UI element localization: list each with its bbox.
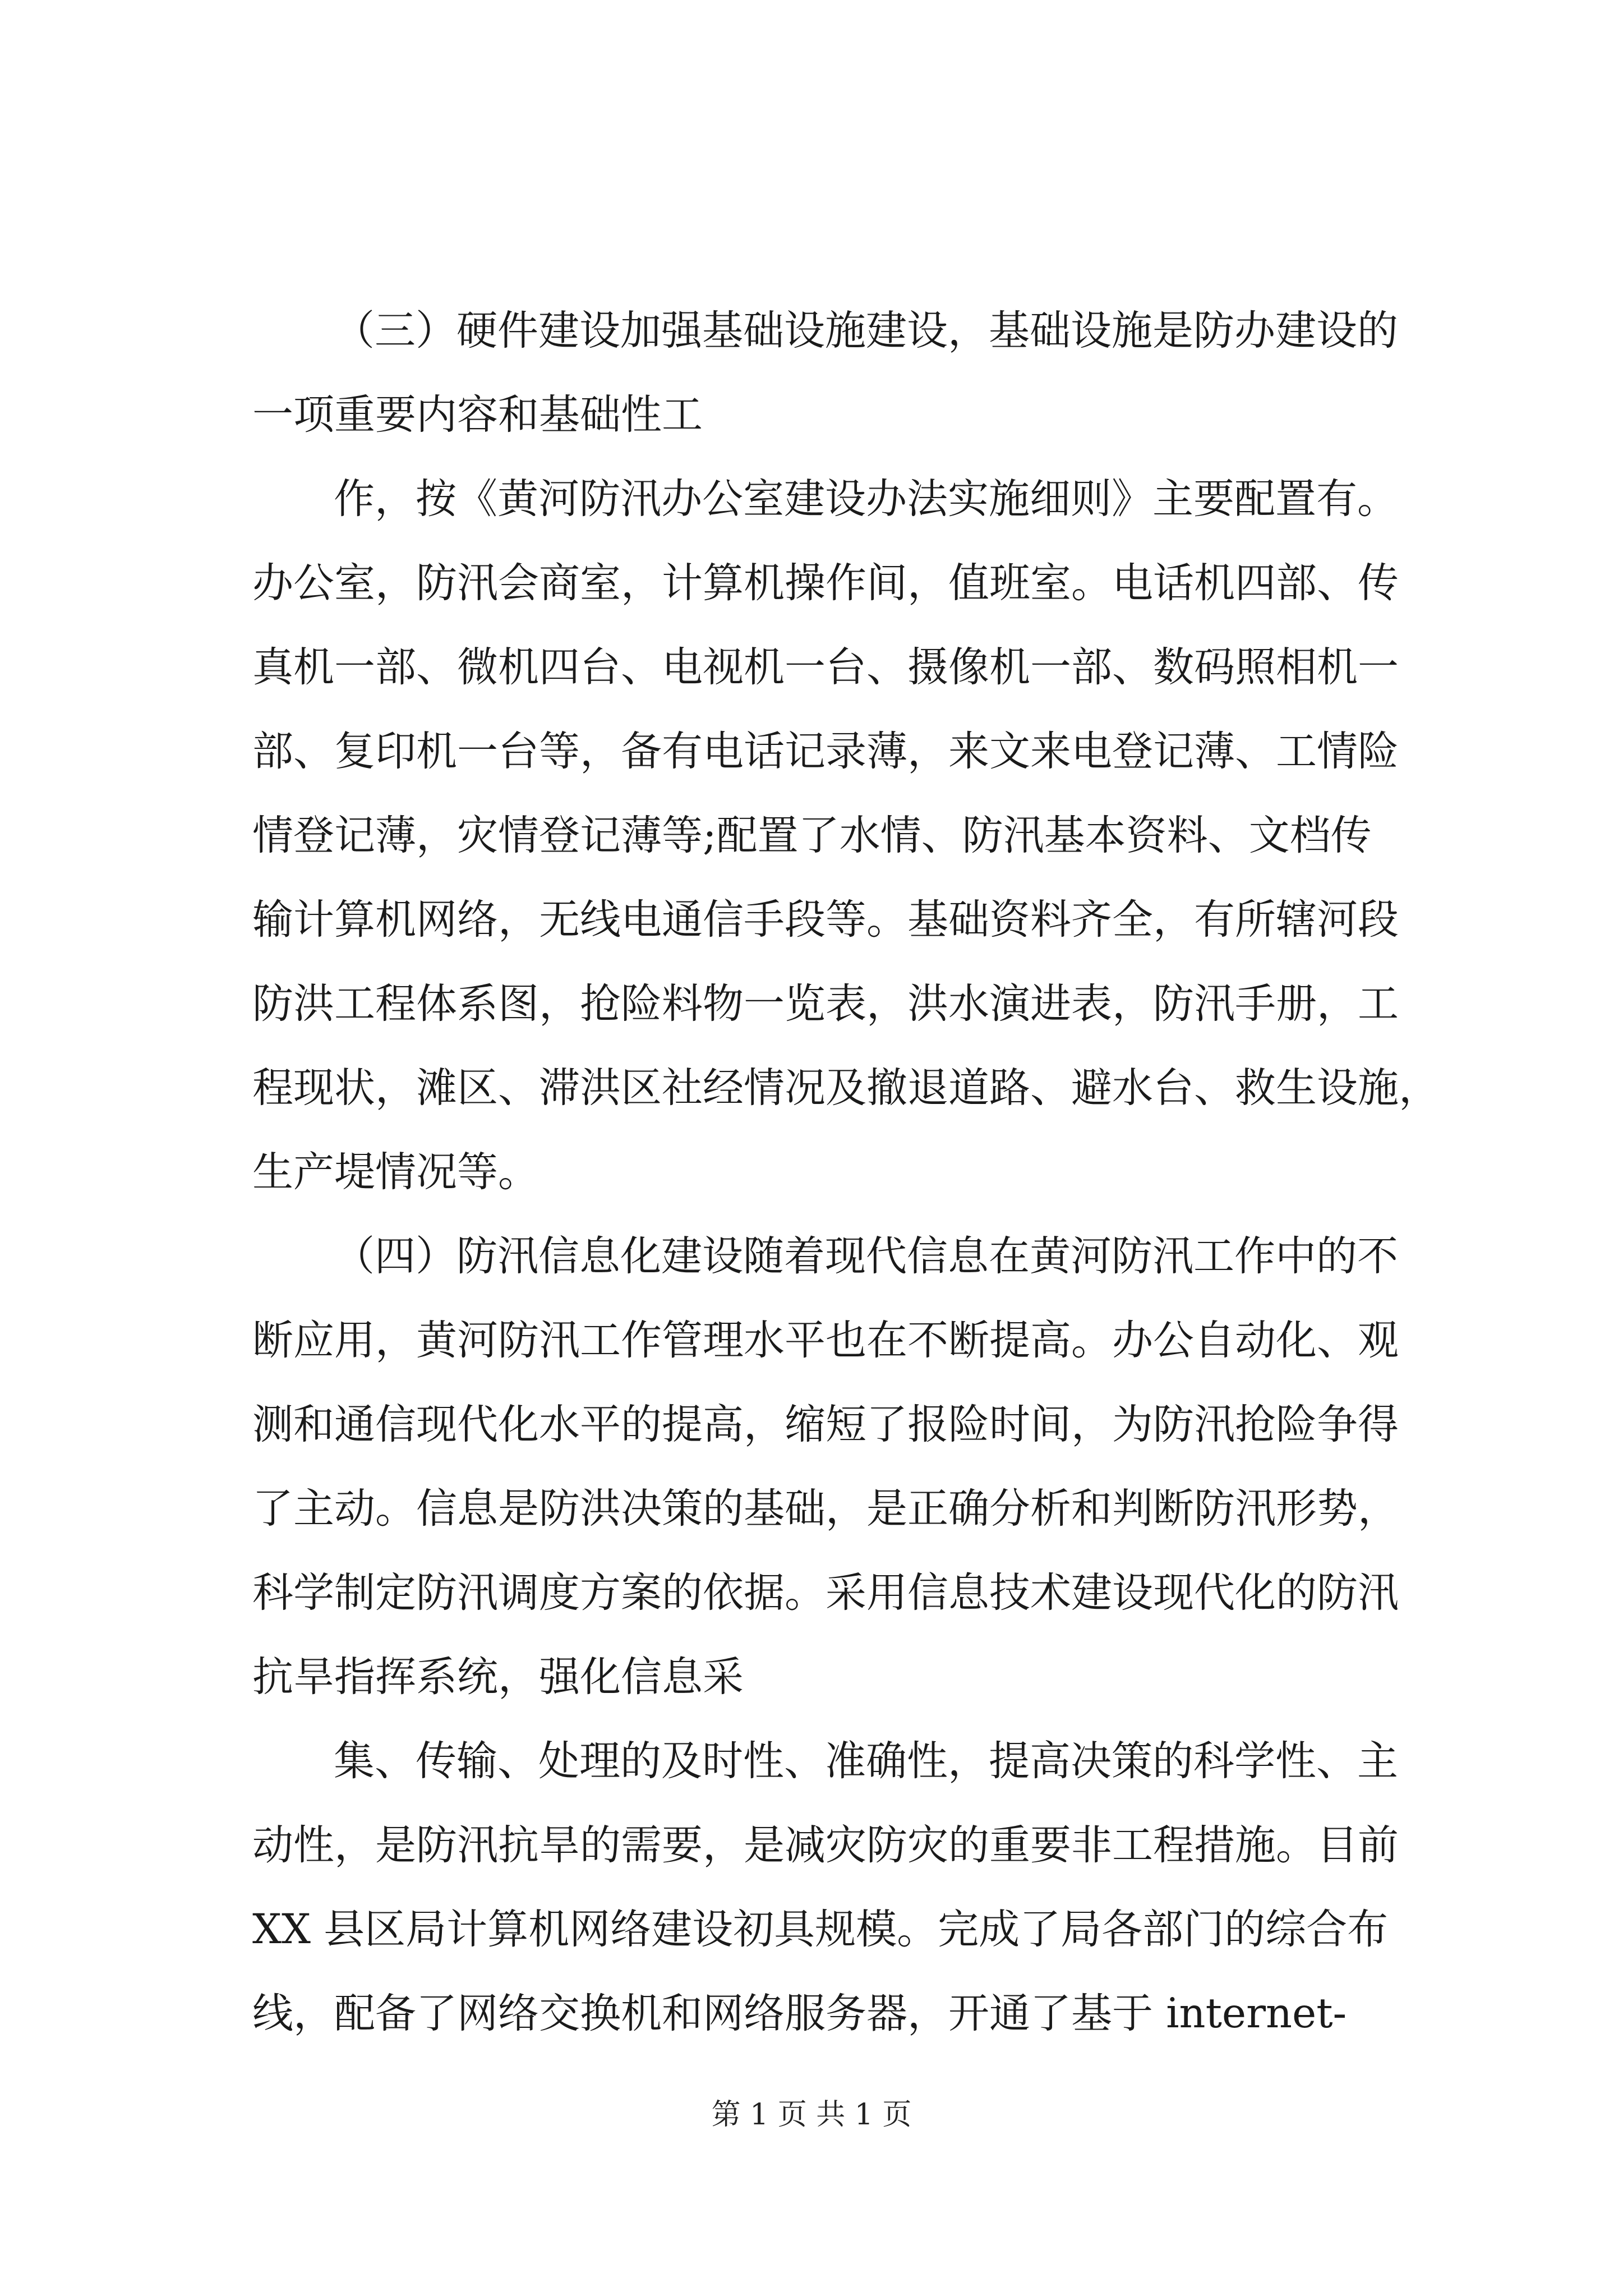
- paragraph-2-line-5: 情登记薄，灾情登记薄等;配置了水情、防汛基本资料、文档传: [252, 812, 1372, 859]
- paragraph-4-line-3: XX 县区局计算机网络建设初具规模。完成了局各部门的综合布: [252, 1906, 1389, 1953]
- paragraph-4-line-2: 动性，是防汛抗旱的需要，是减灾防灾的重要非工程措施。目前: [252, 1821, 1399, 1869]
- paragraph-3-line-4: 了主动。信息是防洪决策的基础，是正确分析和判断防汛形势，: [252, 1485, 1399, 1533]
- paragraph-3-line-3: 测和通信现代化水平的提高，缩短了报险时间，为防汛抢险争得: [252, 1401, 1399, 1448]
- paragraph-2-line-3: 真机一部、微机四台、电视机一台、摄像机一部、数码照相机一: [252, 643, 1399, 691]
- paragraph-4-line-4: 线，配备了网络交换机和网络服务器，开通了基于 internet-: [252, 1990, 1347, 2037]
- page-footer: 第 1 页 共 1 页: [711, 2098, 912, 2132]
- paragraph-3-line-5: 科学制定防汛调度方案的依据。采用信息技术建设现代化的防汛: [252, 1569, 1399, 1617]
- paragraph-3-line-6: 抗旱指挥系统，强化信息采: [252, 1653, 744, 1701]
- paragraph-2-line-9: 生产堤情况等。: [252, 1148, 539, 1196]
- paragraph-3-line-1: （四）防汛信息化建设随着现代信息在黄河防汛工作中的不: [334, 1232, 1398, 1280]
- paragraph-2-line-1: 作，按《黄河防汛办公室建设办法实施细则》主要配置有。: [334, 475, 1398, 523]
- paragraph-2-line-8: 程现状，滩区、滞洪区社经情况及撤退道路、避水台、救生设施，: [252, 1064, 1440, 1112]
- paragraph-2-line-4: 部、复印机一台等，备有电话记录薄，来文来电登记薄、工情险: [252, 728, 1399, 775]
- paragraph-2-line-6: 输计算机网络，无线电通信手段等。基础资料齐全，有所辖河段: [252, 896, 1399, 944]
- paragraph-1-line-2: 一项重要内容和基础性工: [252, 391, 703, 439]
- paragraph-4-line-1: 集、传输、处理的及时性、准确性，提高决策的科学性、主: [334, 1737, 1398, 1785]
- paragraph-3-line-2: 断应用，黄河防汛工作管理水平也在不断提高。办公自动化、观: [252, 1317, 1399, 1364]
- paragraph-2-line-7: 防洪工程体系图，抢险料物一览表，洪水演进表，防汛手册，工: [252, 980, 1399, 1028]
- paragraph-2-line-2: 办公室，防汛会商室，计算机操作间，值班室。电话机四部、传: [252, 559, 1399, 607]
- paragraph-1-line-1: （三）硬件建设加强基础设施建设，基础设施是防办建设的: [334, 307, 1398, 355]
